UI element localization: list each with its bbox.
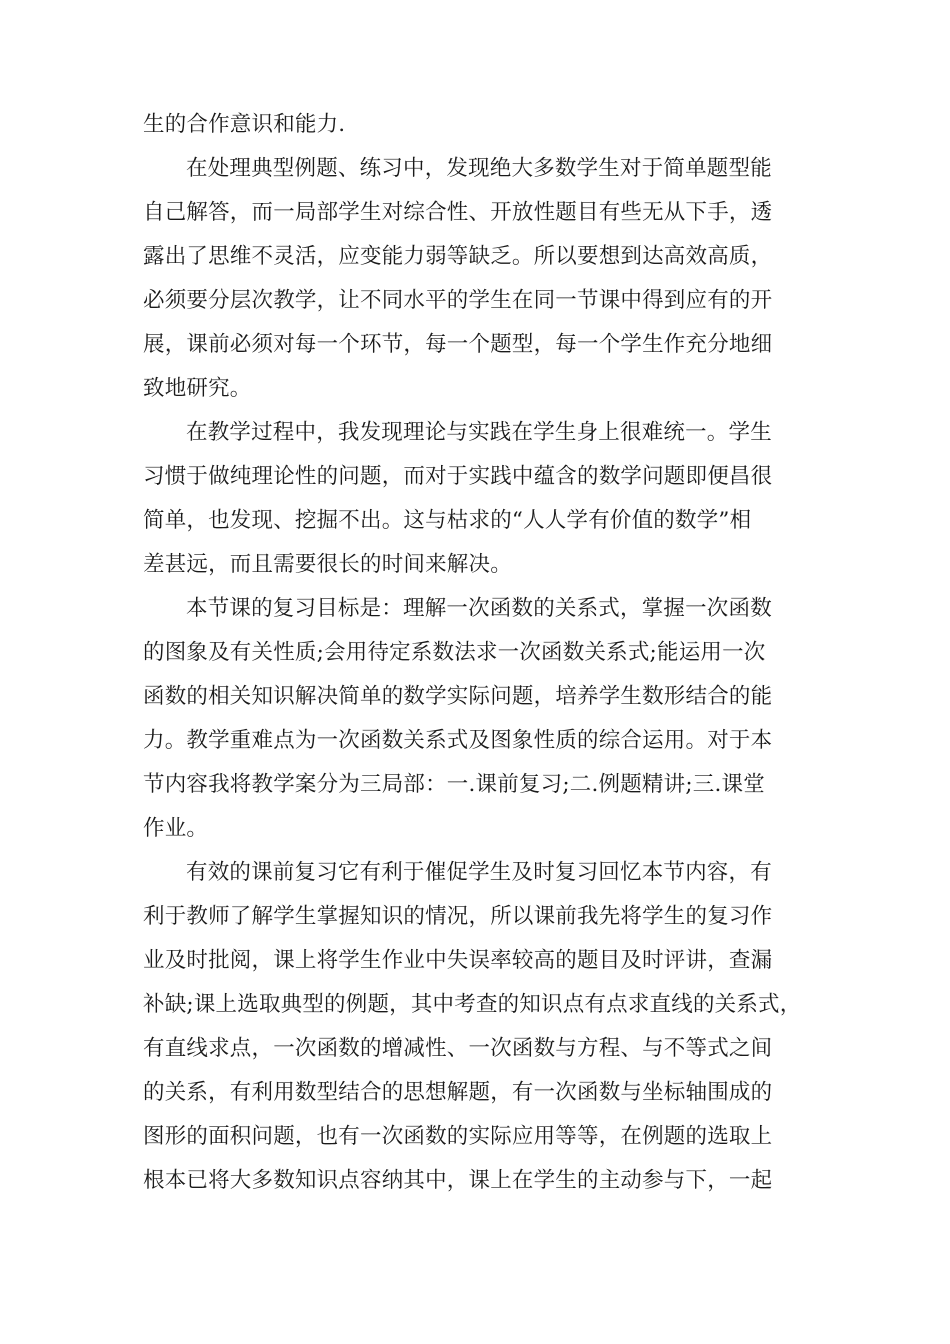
text-line: 必须要分层次教学，让不同水平的学生在同一节课中得到应有的开 bbox=[143, 288, 773, 313]
text-line: 生的合作意识和能力. bbox=[143, 112, 346, 137]
text-line: 的图象及有关性质;会用待定系数法求一次函数关系式;能运用一次 bbox=[143, 640, 766, 665]
text-line: 露出了思维不灵活，应变能力弱等缺乏。所以要想到达高效高质， bbox=[143, 244, 773, 269]
text-line: 差甚远，而且需要很长的时间来解决。 bbox=[143, 552, 512, 577]
text-line: 习惯于做纯理论性的问题，而对于实践中蕴含的数学问题即便昌很 bbox=[143, 464, 773, 489]
text-line: 函数的相关知识解决简单的数学实际问题，培养学生数形结合的能 bbox=[143, 684, 773, 709]
paragraph-start-line: 在教学过程中，我发现理论与实践在学生身上很难统一。学生 bbox=[186, 420, 772, 445]
text-line: 根本已将大多数知识点容纳其中，课上在学生的主动参与下，一起 bbox=[143, 1168, 773, 1193]
paragraph-start-line: 有效的课前复习它有利于催促学生及时复习回忆本节内容，有 bbox=[186, 860, 772, 885]
text-line: 力。教学重难点为一次函数关系式及图象性质的综合运用。对于本 bbox=[143, 728, 773, 753]
text-line: 作业。 bbox=[143, 816, 209, 841]
text-line: 节内容我将教学案分为三局部：一.课前复习;二.例题精讲;三.课堂 bbox=[143, 772, 765, 797]
paragraph-start-line: 在处理典型例题、练习中，发现绝大多数学生对于简单题型能 bbox=[186, 156, 772, 181]
text-line: 图形的面积问题，也有一次函数的实际应用等等，在例题的选取上 bbox=[143, 1124, 773, 1149]
text-line: 自己解答，而一局部学生对综合性、开放性题目有些无从下手，透 bbox=[143, 200, 773, 225]
text-line: 的关系，有利用数型结合的思想解题，有一次函数与坐标轴围成的 bbox=[143, 1080, 773, 1105]
text-line: 业及时批阅，课上将学生作业中失误率较高的题目及时评讲，查漏 bbox=[143, 948, 773, 973]
text-line: 有直线求点，一次函数的增减性、一次函数与方程、与不等式之间 bbox=[143, 1036, 773, 1061]
text-line: 简单，也发现、挖掘不出。这与枯求的“人人学有价值的数学”相 bbox=[143, 508, 752, 533]
text-line: 利于教师了解学生掌握知识的情况，所以课前我先将学生的复习作 bbox=[143, 904, 773, 929]
paragraph-start-line: 本节课的复习目标是：理解一次函数的关系式，掌握一次函数 bbox=[186, 596, 772, 621]
text-line: 补缺;课上选取典型的例题，其中考查的知识点有点求直线的关系式， bbox=[143, 992, 802, 1017]
text-line: 致地研究。 bbox=[143, 376, 252, 401]
text-line: 展，课前必须对每一个环节，每一个题型，每一个学生作充分地细 bbox=[143, 332, 773, 357]
